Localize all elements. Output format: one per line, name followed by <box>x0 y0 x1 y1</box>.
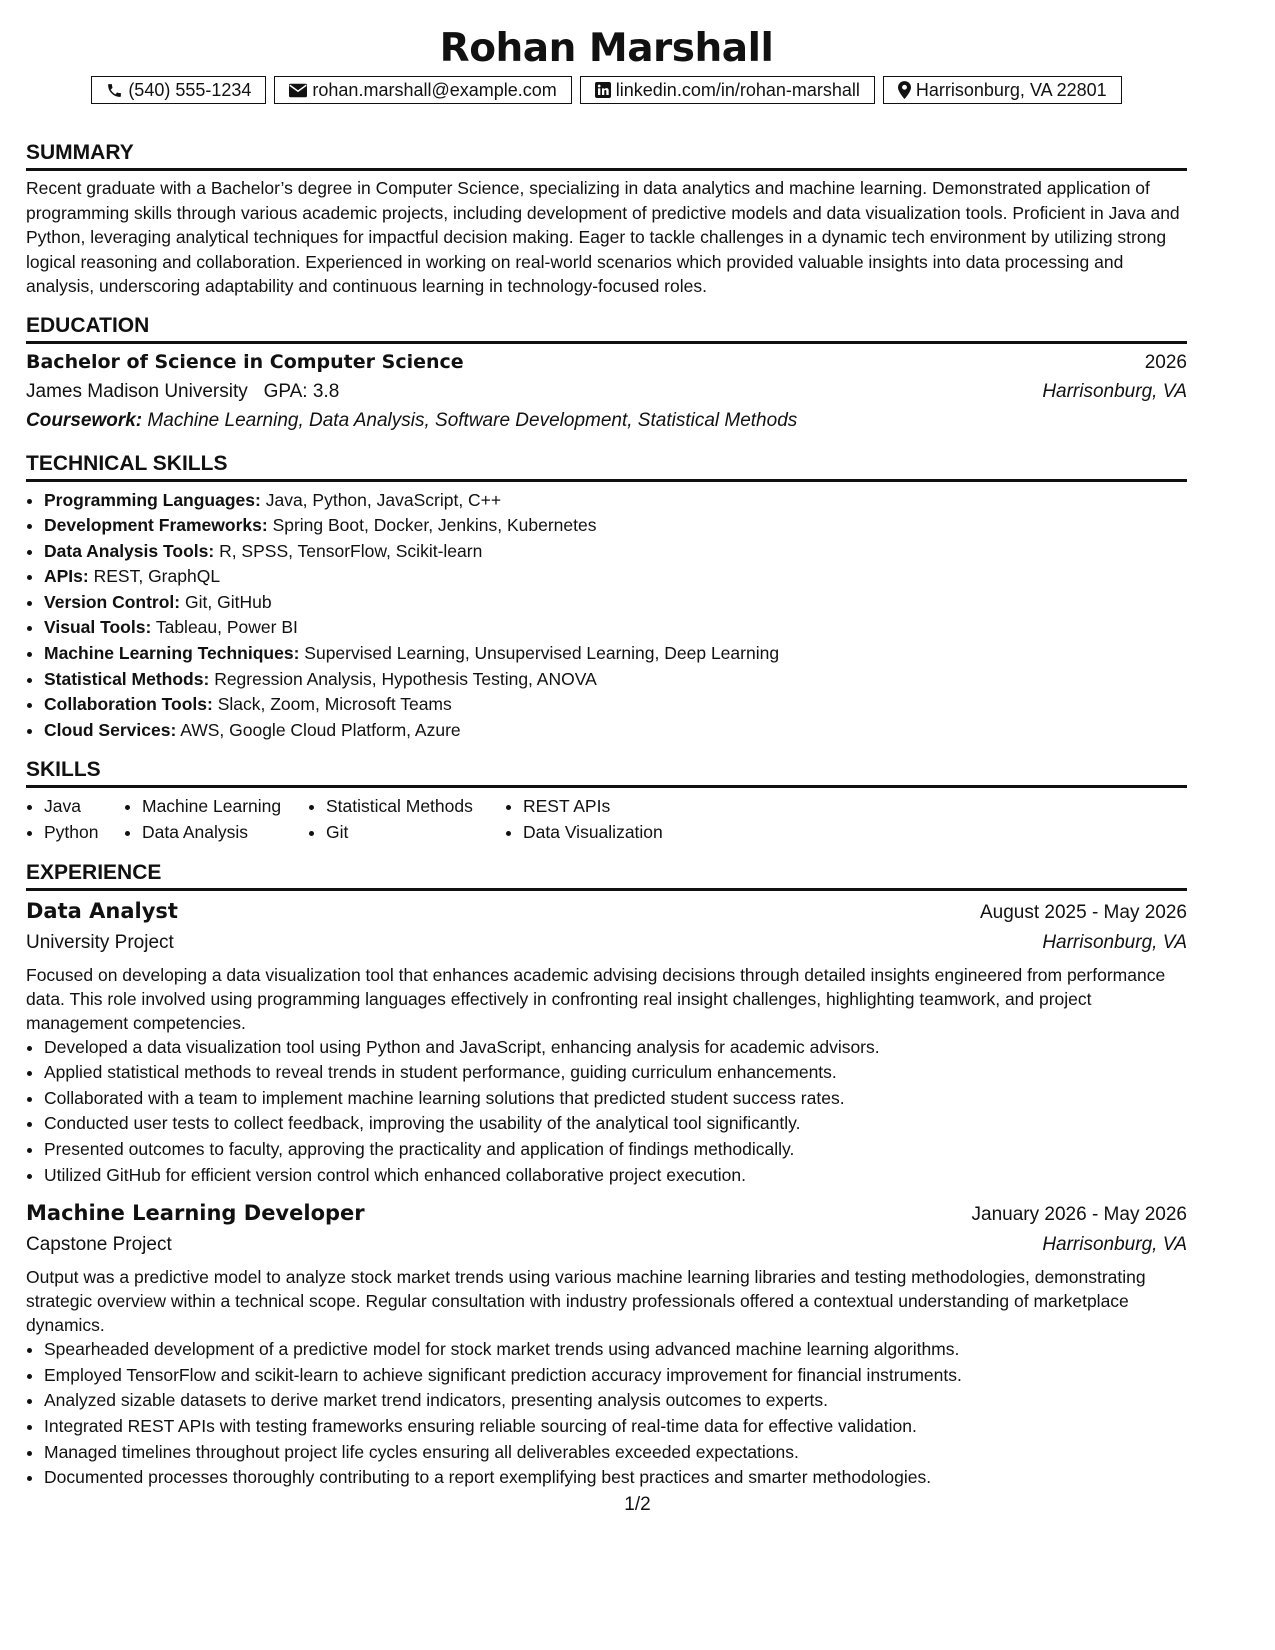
education-heading: EDUCATION <box>26 313 1187 344</box>
skill-category: APIs: <box>44 566 89 587</box>
skill-values: Supervised Learning, Unsupervised Learning, Deep Learning <box>304 643 780 664</box>
contact-location <box>883 76 1122 104</box>
job-bullets <box>26 1035 1187 1189</box>
list-item: • Conducted user tests to collect feedback, improving the usability of the analytical tool significantly. <box>44 1111 1187 1137</box>
contact-bar <box>26 76 1187 104</box>
list-item <box>44 692 1187 718</box>
job-title: Data Analyst <box>26 898 178 923</box>
job-organization: University Project <box>26 931 174 953</box>
job-org-row <box>26 1230 1187 1260</box>
skills-grid <box>26 794 1187 845</box>
list-item <box>44 615 1187 641</box>
skill-category: Programming Languages: <box>44 489 261 510</box>
gpa: GPA: 3.8 <box>263 380 340 402</box>
job-title: Machine Learning Developer <box>26 1201 365 1226</box>
skill-category: Visual Tools: <box>44 617 152 638</box>
skills-column <box>26 794 124 845</box>
job-organization: Capstone Project <box>26 1234 172 1256</box>
job-entry <box>26 896 1187 1189</box>
skill-category: Statistical Methods: <box>44 668 210 689</box>
contact-phone[interactable] <box>91 76 266 104</box>
job-dates: January 2026 - May 2026 <box>971 1204 1187 1226</box>
list-item: • Statistical Methods <box>326 794 505 820</box>
list-item <box>44 590 1187 616</box>
linkedin-icon <box>595 82 611 98</box>
list-item: • Employed TensorFlow and scikit-learn to achieve significant prediction accuracy improvement for financial instruments. <box>44 1363 1187 1389</box>
list-item: • Analyzed sizable datasets to derive market trend indicators, presenting analysis outcomes to experts. <box>44 1388 1187 1414</box>
list-item: • Integrated REST APIs with testing frameworks ensuring reliable sourcing of real-time data for effective validation. <box>44 1414 1187 1440</box>
linkedin-text: linkedin.com/in/rohan-marshall <box>615 79 860 100</box>
list-item <box>44 513 1187 539</box>
list-item: • REST APIs <box>523 794 723 820</box>
summary-heading: SUMMARY <box>26 140 1187 171</box>
list-item <box>44 539 1187 565</box>
list-item: • Presented outcomes to faculty, approving the practicality and application of findings methodically. <box>44 1137 1187 1163</box>
location-text: Harrisonburg, VA 22801 <box>915 79 1107 100</box>
coursework-line <box>26 406 1187 435</box>
skill-values: Java, Python, JavaScript, C++ <box>265 489 502 510</box>
skills-column <box>124 794 308 845</box>
school-name: James Madison University <box>26 380 248 402</box>
skill-values: Regression Analysis, Hypothesis Testing, ANOVA <box>214 668 597 689</box>
job-title-row <box>26 896 1187 928</box>
phone-icon <box>106 82 123 99</box>
map-pin-icon <box>898 81 911 99</box>
job-description: Output was a predictive model to analyze stock market trends using various machine learning libraries and testing methodologies, demonstrating strategic overview within a technical scope. Regular consultation with industry professionals offered a contextual understanding of marketplace dynamics. <box>26 1267 1146 1336</box>
list-item: • Machine Learning <box>142 794 308 820</box>
skill-category: Collaboration Tools: <box>44 694 213 715</box>
list-item <box>44 641 1187 667</box>
list-item: • Utilized GitHub for efficient version control which enhanced collaborative project execution. <box>44 1163 1187 1189</box>
skill-category: Machine Learning Techniques: <box>44 643 300 664</box>
list-item: • Python <box>44 820 124 846</box>
list-item: • Developed a data visualization tool using Python and JavaScript, enhancing analysis for academic advisors. <box>44 1035 1187 1061</box>
skills-column <box>505 794 723 845</box>
school-location: Harrisonburg, VA <box>1042 380 1187 402</box>
list-item <box>44 488 1187 514</box>
skill-category: Development Frameworks: <box>44 515 268 536</box>
coursework-list: Machine Learning, Data Analysis, Software Development, Statistical Methods <box>147 409 798 431</box>
summary-section <box>26 140 1187 299</box>
job-location: Harrisonburg, VA <box>1042 931 1187 953</box>
list-item: • Managed timelines throughout project life cycles ensuring all deliverables exceeded expectations. <box>44 1440 1187 1466</box>
list-item: • Applied statistical methods to reveal trends in student performance, guiding curriculum enhancements. <box>44 1060 1187 1086</box>
job-dates: August 2025 - May 2026 <box>979 901 1187 923</box>
job-entry <box>26 1198 1187 1491</box>
school-info <box>26 377 339 406</box>
page-number: 1/2 <box>624 1494 651 1515</box>
list-item <box>44 718 1187 744</box>
job-bullets <box>26 1337 1187 1491</box>
skill-values: Spring Boot, Docker, Jenkins, Kubernetes <box>272 515 597 536</box>
job-location: Harrisonburg, VA <box>1042 1234 1187 1256</box>
graduation-year: 2026 <box>1144 351 1187 373</box>
phone-text: (540) 555-1234 <box>128 79 252 100</box>
contact-linkedin[interactable] <box>580 76 875 104</box>
resume-name: Rohan Marshall <box>439 26 774 71</box>
education-school-row <box>26 377 1187 406</box>
list-item: • Java <box>44 794 124 820</box>
list-item: • Data Analysis <box>142 820 308 846</box>
skill-values: Git, GitHub <box>185 591 272 612</box>
skills-section <box>26 757 1187 845</box>
list-item <box>44 667 1187 693</box>
list-item <box>44 564 1187 590</box>
list-item: • Git <box>326 820 505 846</box>
summary-text: Recent graduate with a Bachelor’s degree in Computer Science, specializing in data analytics and machine learning. Demonstrated application of programming skills through various academic projects, including development of predictive models and data visualization tools. Proficient in Java and Python, leveraging analytical techniques for impactful decision making. Eager to tackle challenges in a dynamic tech environment by utilizing strong logical reasoning and collaboration. Experienced in working on real-world scenarios which provided valuable insights into data processing and analysis, underscoring adaptability and continuous learning in technology-focused roles. <box>26 178 1180 296</box>
experience-heading: EXPERIENCE <box>26 860 1187 891</box>
education-degree-row <box>26 348 1187 377</box>
job-org-row <box>26 928 1187 958</box>
education-section <box>26 313 1187 435</box>
skill-category: Cloud Services: <box>44 719 177 740</box>
experience-section <box>26 860 1187 1491</box>
skill-values: AWS, Google Cloud Platform, Azure <box>180 719 461 740</box>
contact-email[interactable] <box>274 76 571 104</box>
degree-name: Bachelor of Science in Computer Science <box>26 350 464 373</box>
list-item: • Documented processes thoroughly contributing to a report exemplifying best practices and smarter methodologies. <box>44 1465 1187 1491</box>
skills-column <box>308 794 505 845</box>
list-item: • Spearheaded development of a predictive model for stock market trends using advanced machine learning algorithms. <box>44 1337 1187 1363</box>
envelope-icon <box>289 83 307 98</box>
skill-category: Data Analysis Tools: <box>44 540 215 561</box>
job-title-row <box>26 1198 1187 1230</box>
email-text: rohan.marshall@example.com <box>312 79 557 100</box>
technical-skills-heading: TECHNICAL SKILLS <box>26 451 1187 482</box>
skill-values: R, SPSS, TensorFlow, Scikit-learn <box>219 540 483 561</box>
technical-skills-list <box>26 488 1187 744</box>
skills-heading: SKILLS <box>26 757 1187 788</box>
technical-skills-section <box>26 451 1187 744</box>
coursework-label: Coursework: <box>26 409 143 431</box>
job-description: Focused on developing a data visualization tool that enhances academic advising decisions through detailed insights engineered from performance data. This role involved using programming languages effectively in confronting real insight challenges, highlighting teamwork, and project management competencies. <box>26 964 1166 1033</box>
list-item: • Data Visualization <box>523 820 723 846</box>
skill-category: Version Control: <box>44 591 181 612</box>
skill-values: Tableau, Power BI <box>155 617 298 638</box>
skill-values: REST, GraphQL <box>93 566 221 587</box>
list-item: • Collaborated with a team to implement machine learning solutions that predicted student success rates. <box>44 1086 1187 1112</box>
skill-values: Slack, Zoom, Microsoft Teams <box>217 694 452 715</box>
